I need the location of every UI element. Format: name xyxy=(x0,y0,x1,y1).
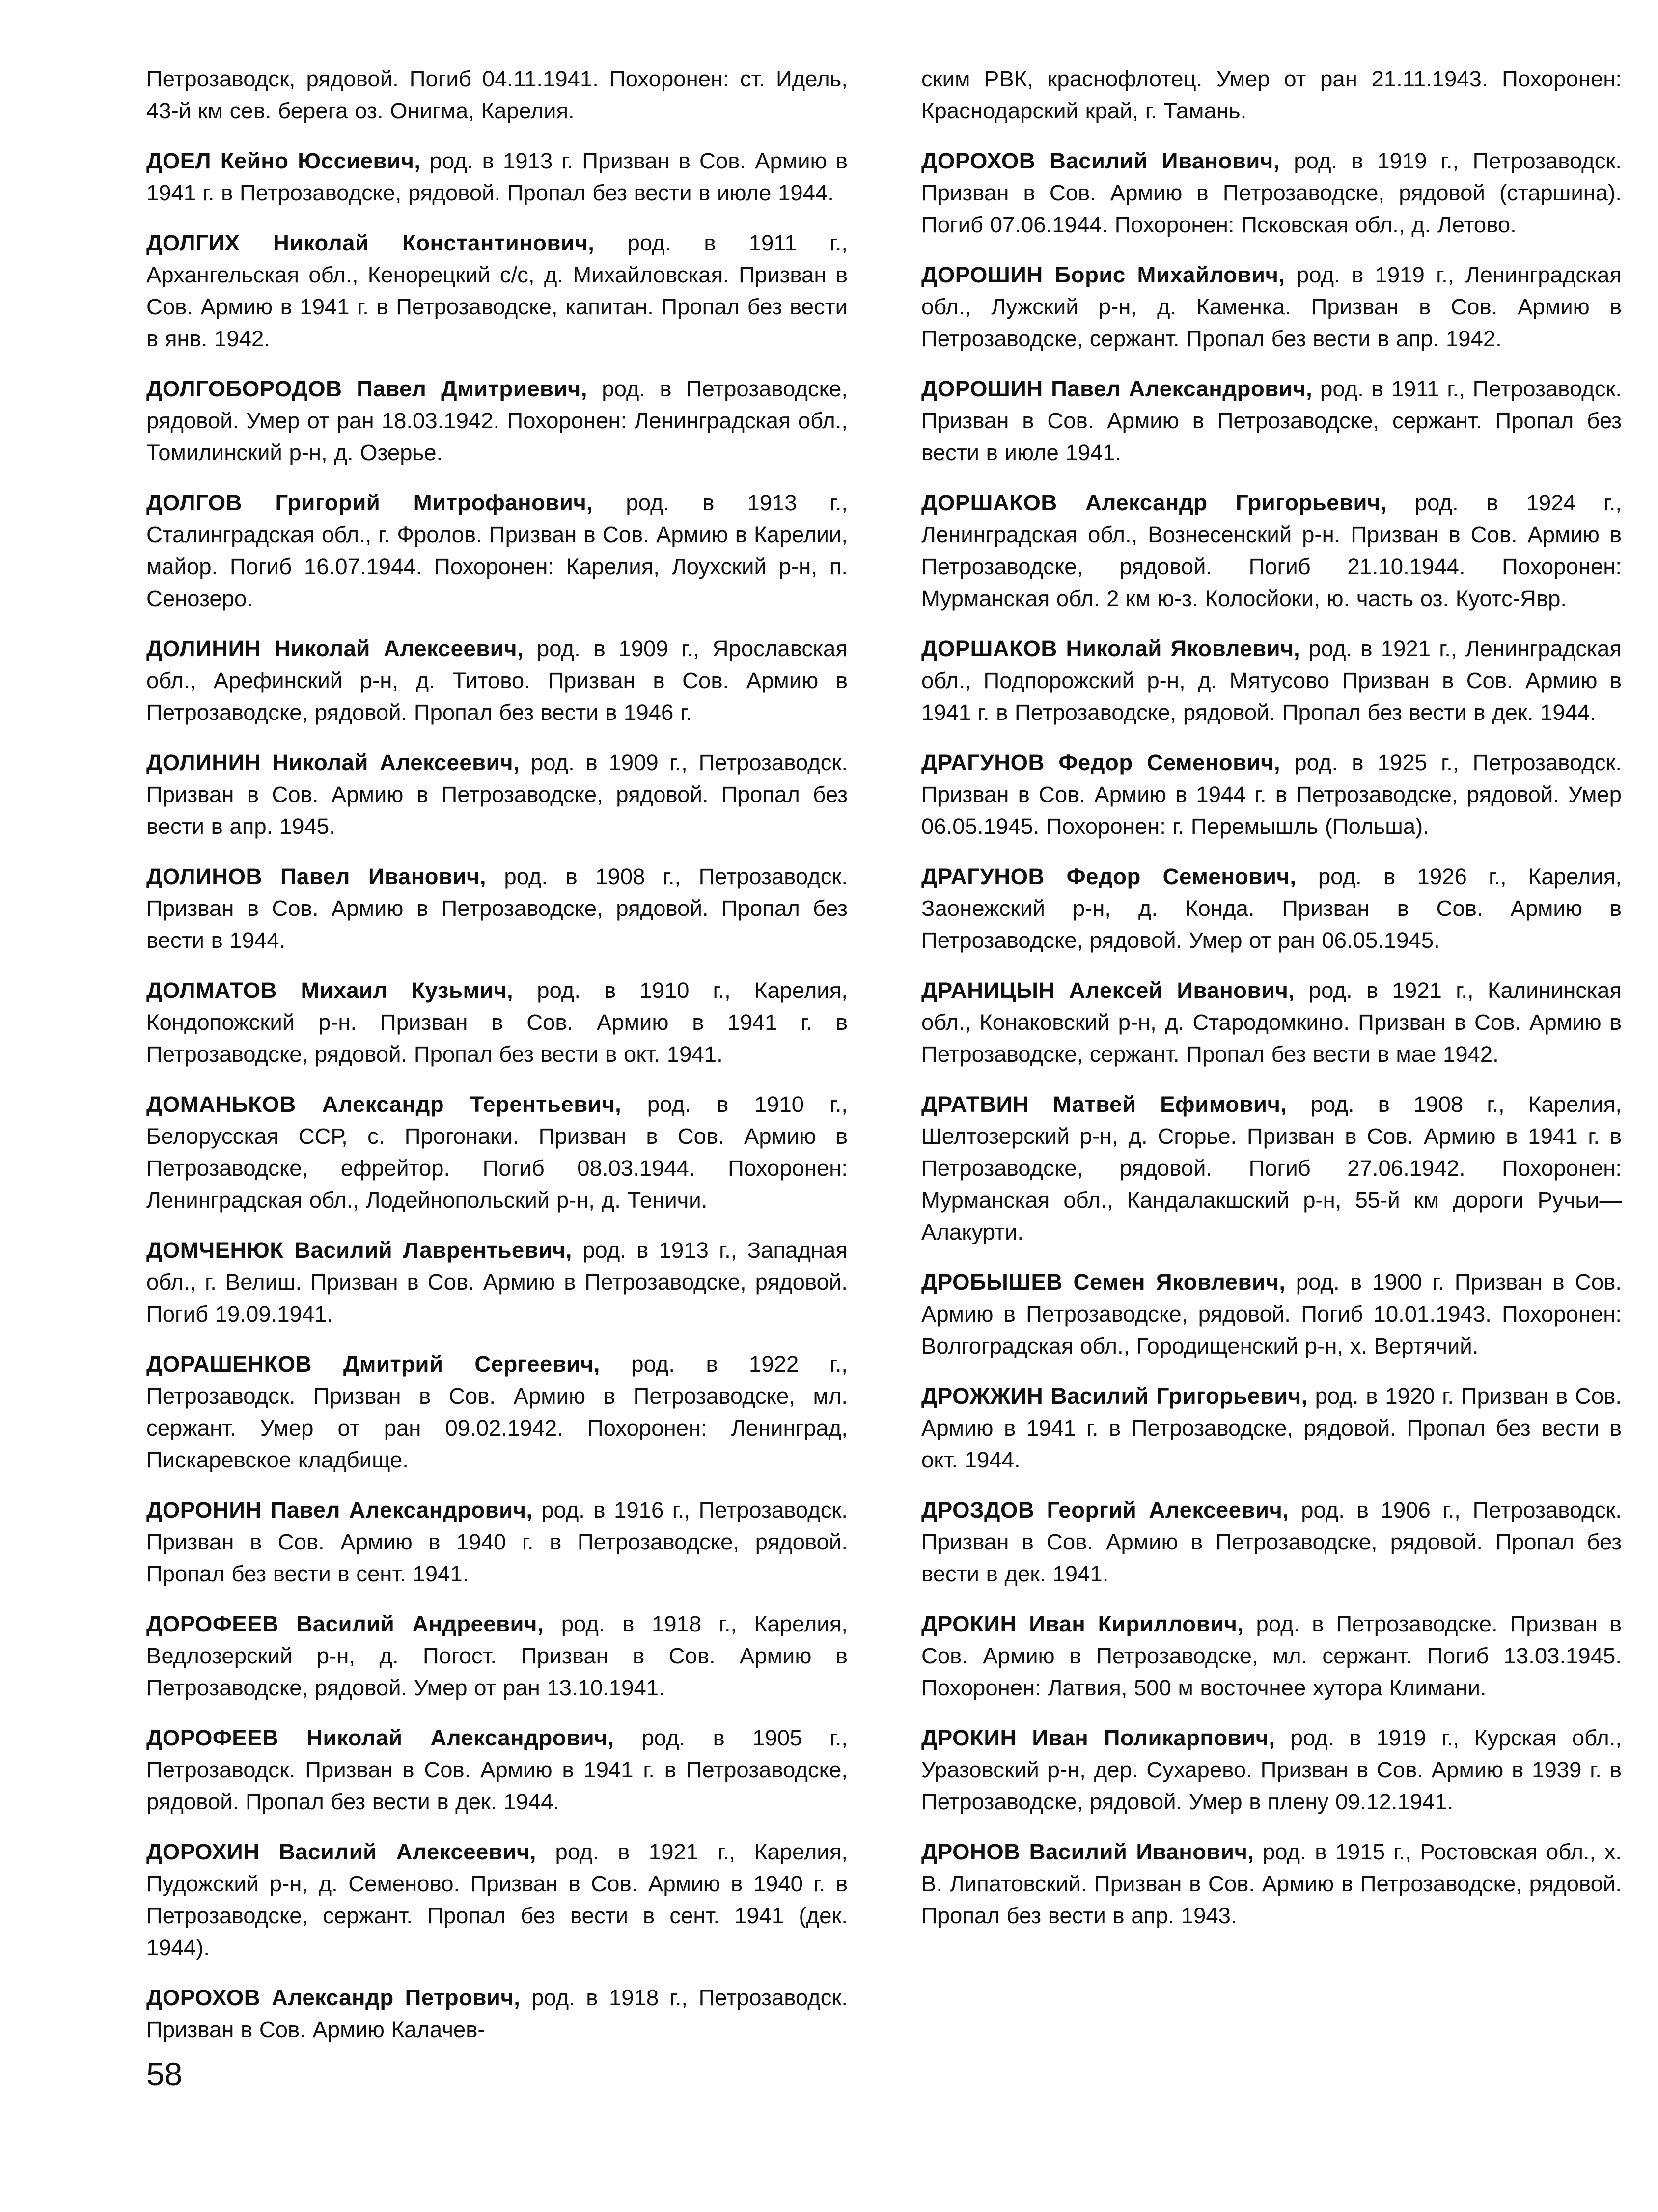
memorial-entry xyxy=(146,974,848,1070)
entry-name: ДОРОФЕЕВ Василий Андреевич, xyxy=(146,1611,544,1636)
entry-text: род. в 1918 г., Карелия, Ведлозерский р-н, д. Погост. Призван в Сов. Армию в Петрозаводске, рядовой. Умер от ран 13.10.1941. xyxy=(146,1611,848,1700)
entry-text: род. в 1920 г. Призван в Сов. Армию в 1941 г. в Петрозаводске, рядовой. Пропал без вести в окт. 1944. xyxy=(921,1383,1622,1472)
entry-text: род. в 1913 г., Сталинградская обл., г. Фролов. Призван в Сов. Армию в Карелии, майор. Погиб 16.07.1944. Похоронен: Карелия, Лоухский р-н, п. Сенозеро. xyxy=(146,490,848,611)
entry-name: ДРОБЫШЕВ Семен Яковлевич, xyxy=(921,1270,1286,1295)
memorial-entry xyxy=(146,145,848,209)
entry-text: род. в 1908 г., Карелия, Шелтозерский р-н, д. Сгорье. Призван в Сов. Армию в 1941 г. в Петрозаводске, рядовой. Погиб 27.06.1942. Похоронен: Мурманская обл., Кандалакшский р-н, 55-й км дороги Ручьи—Алакурти. xyxy=(921,1092,1622,1244)
left-column xyxy=(146,63,848,2064)
entry-text: род. в 1919 г., Петрозаводск. Призван в Сов. Армию в Петрозаводске, рядовой (старшина). Погиб 07.06.1944. Похоронен: Псковская обл., д. Летово. xyxy=(921,148,1622,237)
memorial-entry xyxy=(921,1088,1622,1248)
memorial-entry xyxy=(146,1722,848,1818)
memorial-entry xyxy=(921,1836,1622,1932)
entry-text: род. в 1913 г. Призван в Сов. Армию в 1941 г. в Петрозаводске, рядовой. Пропал без вести в июле 1944. xyxy=(146,148,848,205)
memorial-entry xyxy=(921,145,1622,241)
entry-text: род. в 1908 г., Петрозаводск. Призван в Сов. Армию в Петрозаводске, рядовой. Пропал без вести в 1944. xyxy=(146,864,848,953)
entry-text: род. в 1911 г., Архангельская обл., Кенорецкий с/с, д. Михайловская. Призван в Сов. Армию в 1941 г. в Петрозаводске, капитан. Пропал без вести в янв. 1942. xyxy=(146,230,848,351)
entry-text: род. в 1900 г. Призван в Сов. Армию в Петрозаводске, рядовой. Погиб 10.01.1943. Похоронен: Волгоградская обл., Городищенский р-н, х. Вертячий. xyxy=(921,1270,1622,1358)
memorial-entry xyxy=(146,1608,848,1704)
memorial-entry xyxy=(921,1380,1622,1476)
entry-text: род. в 1911 г., Петрозаводск. Призван в Сов. Армию в Петрозаводске, сержант. Пропал без вести в июле 1941. xyxy=(921,376,1622,465)
memorial-entry xyxy=(921,487,1622,614)
memorial-entry xyxy=(921,373,1622,469)
entry-name: ДОРАШЕНКОВ Дмитрий Сергеевич, xyxy=(146,1352,600,1377)
right-column xyxy=(921,63,1622,1950)
entry-name: ДРАГУНОВ Федор Семенович, xyxy=(921,864,1297,889)
entry-text: род. в 1918 г., Петрозаводск. Призван в Сов. Армию Калачев- xyxy=(146,1985,848,2042)
entry-text: род. в Петрозаводске. Призван в Сов. Армию в Петрозаводске, мл. сержант. Погиб 13.03.1945. Похоронен: Латвия, 500 м восточнее хутора Климани. xyxy=(921,1611,1622,1700)
entry-text: род. в 1924 г., Ленинградская обл., Вознесенский р-н. Призван в Сов. Армию в Петрозаводске, рядовой. Погиб 21.10.1944. Похоронен: Мурманская обл. 2 км ю-з. Колосйоки, ю. часть оз. Куотс-Явр. xyxy=(921,490,1622,611)
entry-name: ДОРОНИН Павел Александрович, xyxy=(146,1497,533,1522)
entry-name: ДОРОХОВ Василий Иванович, xyxy=(921,148,1280,173)
entry-text: род. в 1913 г., Западная обл., г. Велиш. Призван в Сов. Армию в Петрозаводске, рядовой. Погиб 19.09.1941. xyxy=(146,1238,848,1327)
entry-name: ДОРОХОВ Александр Петрович, xyxy=(146,1985,521,2010)
entry-name: ДОМАНЬКОВ Александр Терентьевич, xyxy=(146,1092,622,1117)
entry-name: ДРОКИН Иван Кириллович, xyxy=(921,1611,1244,1636)
entry-name: ДОЛГИХ Николай Константинович, xyxy=(146,230,595,255)
entry-name: ДРАТВИН Матвей Ефимович, xyxy=(921,1092,1287,1117)
entry-name: ДОРШАКОВ Александр Григорьевич, xyxy=(921,490,1387,515)
memorial-entry xyxy=(146,373,848,469)
memorial-entry xyxy=(146,487,848,614)
entry-name: ДРОНОВ Василий Иванович, xyxy=(921,1839,1254,1864)
entry-name: ДОЛИНОВ Павел Иванович, xyxy=(146,864,486,889)
memorial-entry xyxy=(921,259,1622,355)
memorial-entry xyxy=(146,1494,848,1590)
memorial-entry xyxy=(921,974,1622,1070)
entry-name: ДОРОФЕЕВ Николай Александрович, xyxy=(146,1725,614,1750)
memorial-entry xyxy=(146,1088,848,1216)
memorial-entry xyxy=(921,860,1622,956)
memorial-entry xyxy=(146,63,848,127)
entry-name: ДРОЗДОВ Георгий Алексеевич, xyxy=(921,1497,1289,1522)
memorial-entry xyxy=(146,1348,848,1476)
entry-name: ДРАНИЦЫН Алексей Иванович, xyxy=(921,978,1295,1003)
entry-text: род. в 1925 г., Петрозаводск. Призван в Сов. Армию в 1944 г. в Петрозаводске, рядовой. Умер 06.05.1945. Похоронен: г. Перемышль (Польша). xyxy=(921,750,1622,839)
entry-name: ДРОКИН Иван Поликарпович, xyxy=(921,1725,1275,1750)
entry-text: род. в Петрозаводске, рядовой. Умер от ран 18.03.1942. Похоронен: Ленинградская обл., Томилинский р-н, д. Озерье. xyxy=(146,376,848,465)
memorial-entry xyxy=(146,860,848,956)
entry-text: род. в 1922 г., Петрозаводск. Призван в Сов. Армию в Петрозаводске, мл. сержант. Умер от ран 09.02.1942. Похоронен: Ленинград, Пискаревское кладбище. xyxy=(146,1352,848,1472)
page-number: 58 xyxy=(146,2056,183,2092)
memorial-entry xyxy=(921,1266,1622,1362)
entry-text: род. в 1921 г., Ленинградская обл., Подпорожский р-н, д. Мятусово Призван в Сов. Армию в 1941 г. в Петрозаводске, рядовой. Пропал без вести в дек. 1944. xyxy=(921,636,1622,725)
entry-text: ским РВК, краснофлотец. Умер от ран 21.11.1943. Похоронен: Краснодарский край, г. Тамань. xyxy=(921,66,1622,123)
memorial-entry xyxy=(146,747,848,842)
entry-name: ДОЛГОВ Григорий Митрофанович, xyxy=(146,490,593,515)
memorial-entry xyxy=(921,1722,1622,1818)
entry-text: род. в 1906 г., Петрозаводск. Призван в Сов. Армию в Петрозаводске, рядовой. Пропал без вести в дек. 1941. xyxy=(921,1497,1622,1586)
entry-text: род. в 1921 г., Калининская обл., Конаковский р-н, д. Стародомкино. Призван в Сов. Армию в Петрозаводске, сержант. Пропал без вести в мае 1942. xyxy=(921,978,1622,1067)
memorial-entry xyxy=(146,1234,848,1330)
entry-name: ДОРОШИН Павел Александрович, xyxy=(921,376,1313,401)
entry-text: род. в 1916 г., Петрозаводск. Призван в Сов. Армию в 1940 г. в Петрозаводске, рядовой. Пропал без вести в сент. 1941. xyxy=(146,1497,848,1586)
entry-name: ДРАГУНОВ Федор Семенович, xyxy=(921,750,1281,775)
memorial-entry xyxy=(921,1608,1622,1704)
memorial-entry xyxy=(921,63,1622,127)
entry-text: род. в 1910 г., Карелия, Кондопожский р-н. Призван в Сов. Армию в 1941 г. в Петрозаводске, рядовой. Пропал без вести в окт. 1941. xyxy=(146,978,848,1067)
entry-text: род. в 1921 г., Карелия, Пудожский р-н, д. Семеново. Призван в Сов. Армию в 1940 г. в Петрозаводске, сержант. Пропал без вести в сент. 1941 (дек. 1944). xyxy=(146,1839,848,1960)
memorial-entry xyxy=(146,1982,848,2046)
memorial-entry xyxy=(146,227,848,355)
entry-name: ДОЕЛ Кейно Юссиевич, xyxy=(146,148,421,173)
entry-name: ДОЛМАТОВ Михаил Кузьмич, xyxy=(146,978,514,1003)
entry-name: ДОРОХИН Василий Алексеевич, xyxy=(146,1839,536,1864)
entry-name: ДОРШАКОВ Николай Яковлевич, xyxy=(921,636,1300,661)
entry-name: ДОЛГОБОРОДОВ Павел Дмитриевич, xyxy=(146,376,587,401)
entry-text: род. в 1910 г., Белорусская ССР, с. Прогонаки. Призван в Сов. Армию в Петрозаводске, ефрейтор. Погиб 08.03.1944. Похоронен: Ленинградская обл., Лодейнопольский р-н, д. Теничи. xyxy=(146,1092,848,1213)
entry-name: ДРОЖЖИН Василий Григорьевич, xyxy=(921,1383,1308,1409)
memorial-entry xyxy=(146,1836,848,1963)
memorial-entry xyxy=(921,747,1622,842)
memorial-entry xyxy=(146,633,848,728)
entry-text: Петрозаводск, рядовой. Погиб 04.11.1941. Похоронен: ст. Идель, 43-й км сев. берега оз. Онигма, Карелия. xyxy=(146,66,848,123)
entry-text: род. в 1905 г., Петрозаводск. Призван в Сов. Армию в 1941 г. в Петрозаводске, рядовой. Пропал без вести в дек. 1944. xyxy=(146,1725,848,1814)
entry-text: род. в 1909 г., Ярославская обл., Арефинский р-н, д. Титово. Призван в Сов. Армию в Петрозаводске, рядовой. Пропал без вести в 1946 г. xyxy=(146,636,848,725)
entry-name: ДОЛИНИН Николай Алексеевич, xyxy=(146,750,520,775)
entry-text: род. в 1909 г., Петрозаводск. Призван в Сов. Армию в Петрозаводске, рядовой. Пропал без вести в апр. 1945. xyxy=(146,750,848,839)
entry-text: род. в 1915 г., Ростовская обл., х. В. Липатовский. Призван в Сов. Армию в Петрозаводске, рядовой. Пропал без вести в апр. 1943. xyxy=(921,1839,1622,1928)
entry-text: род. в 1919 г., Курская обл., Уразовский р-н, дер. Сухарево. Призван в Сов. Армию в 1939 г. в Петрозаводске, рядовой. Умер в плену 09.12.1941. xyxy=(921,1725,1622,1814)
entry-text: род. в 1919 г., Ленинградская обл., Лужский р-н, д. Каменка. Призван в Сов. Армию в Петрозаводске, сержант. Пропал без вести в апр. 1942. xyxy=(921,262,1622,351)
memorial-entry xyxy=(921,633,1622,728)
entry-text: род. в 1926 г., Карелия, Заонежский р-н, д. Конда. Призван в Сов. Армию в Петрозаводске, рядовой. Умер от ран 06.05.1945. xyxy=(921,864,1622,953)
entry-name: ДОМЧЕНЮК Василий Лаврентьевич, xyxy=(146,1238,572,1263)
entry-name: ДОРОШИН Борис Михайлович, xyxy=(921,262,1285,287)
memorial-entry xyxy=(921,1494,1622,1590)
entry-name: ДОЛИНИН Николай Алексеевич, xyxy=(146,636,524,661)
